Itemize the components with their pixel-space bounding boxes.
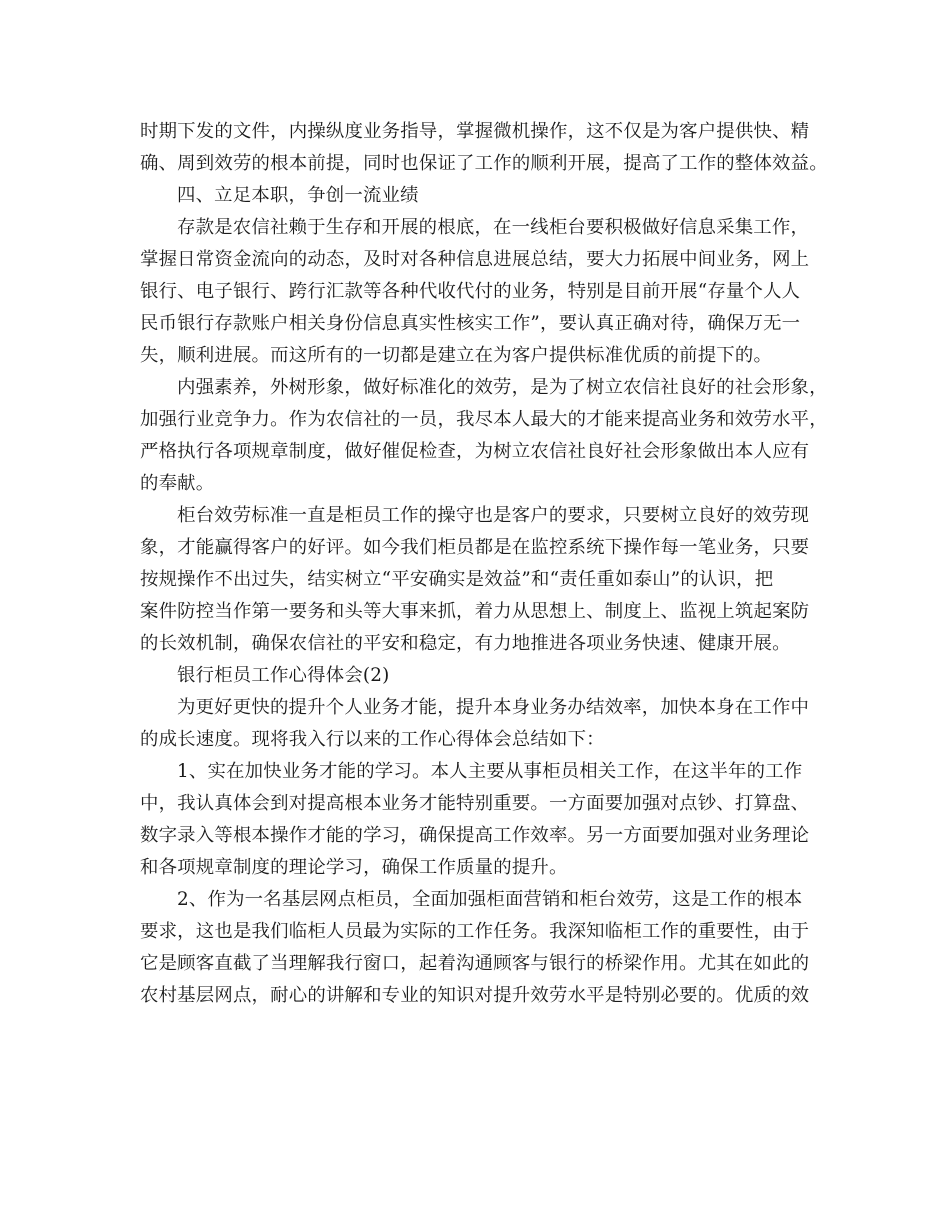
text-line: 1、实在加快业务才能的学习。本人主要从事柜员相关工作，在这半年的工作 bbox=[177, 761, 803, 782]
text-line: 内强素养，外树形象，做好标准化的效劳，是为了树立农信社良好的社会形象， bbox=[177, 377, 828, 398]
text-line: 象，才能赢得客户的好评。如今我们柜员都是在监控系统下操作每一笔业务，只要 bbox=[140, 537, 810, 558]
text-line: 民币银行存款账户相关身份信息真实性核实工作”，要认真正确对待，确保万无一 bbox=[140, 313, 801, 334]
text-line: 银行、电子银行、跨行汇款等各种代收代付的业务，特别是目前开展“存量个人人 bbox=[140, 281, 801, 302]
text-line: 四、立足本职，争创一流业绩 bbox=[177, 185, 419, 206]
text-line: 要求，这也是我们临柜人员最为实际的工作任务。我深知临柜工作的重要性，由于 bbox=[140, 921, 810, 942]
text-line: 案件防控当作第一要务和头等大事来抓，着力从思想上、制度上、监视上筑起案防 bbox=[140, 601, 810, 622]
text-line: 中，我认真体会到对提高根本业务才能特别重要。一方面要加强对点钞、打算盘、 bbox=[140, 793, 810, 814]
text-line: 按规操作不出过失，结实树立“平安确实是效益”和“责任重如泰山”的认识，把 bbox=[140, 569, 774, 590]
text-line: 的长效机制，确保农信社的平安和稳定，有力地推进各项业务快速、健康开展。 bbox=[140, 633, 791, 654]
text-line: 掌握日常资金流向的动态，及时对各种信息进展总结，要大力拓展中间业务，网上 bbox=[140, 249, 810, 270]
text-line: 和各项规章制度的理论学习，确保工作质量的提升。 bbox=[140, 857, 568, 878]
text-line: 2、作为一名基层网点柜员，全面加强柜面营销和柜台效劳，这是工作的根本 bbox=[177, 889, 803, 910]
text-line: 确、周到效劳的根本前提，同时也保证了工作的顺利开展，提高了工作的整体效益。 bbox=[140, 153, 828, 174]
text-line: 农村基层网点，耐心的讲解和专业的知识对提升效劳水平是特别必要的。优质的效 bbox=[140, 985, 810, 1006]
text-line: 数字录入等根本操作才能的学习，确保提高工作效率。另一方面要加强对业务理论 bbox=[140, 825, 810, 846]
text-line: 它是顾客直截了当理解我行窗口，起着沟通顾客与银行的桥梁作用。尤其在如此的 bbox=[140, 953, 810, 974]
text-line: 存款是农信社赖于生存和开展的根底，在一线柜台要积极做好信息采集工作， bbox=[177, 217, 810, 238]
text-line: 严格执行各项规章制度，做好催促检查，为树立农信社良好社会形象做出本人应有 bbox=[140, 441, 810, 462]
text-line: 的奉献。 bbox=[140, 473, 215, 494]
text-line: 加强行业竞争力。作为农信社的一员，我尽本人最大的才能来提高业务和效劳水平， bbox=[140, 409, 828, 430]
text-line: 银行柜员工作心得体会(2) bbox=[177, 665, 390, 686]
text-line: 柜台效劳标准一直是柜员工作的操守也是客户的要求，只要树立良好的效劳现 bbox=[177, 505, 810, 526]
text-line: 时期下发的文件，内操纵度业务指导，掌握微机操作，这不仅是为客户提供快、精 bbox=[140, 121, 810, 142]
text-line: 的成长速度。现将我入行以来的工作心得体会总结如下： bbox=[140, 729, 605, 750]
text-line: 为更好更快的提升个人业务才能，提升本身业务办结效率，加快本身在工作中 bbox=[177, 697, 810, 718]
document-body bbox=[140, 116, 830, 1012]
text-line: 失，顺利进展。而这所有的一切都是建立在为客户提供标准优质的前提下的。 bbox=[140, 345, 773, 366]
